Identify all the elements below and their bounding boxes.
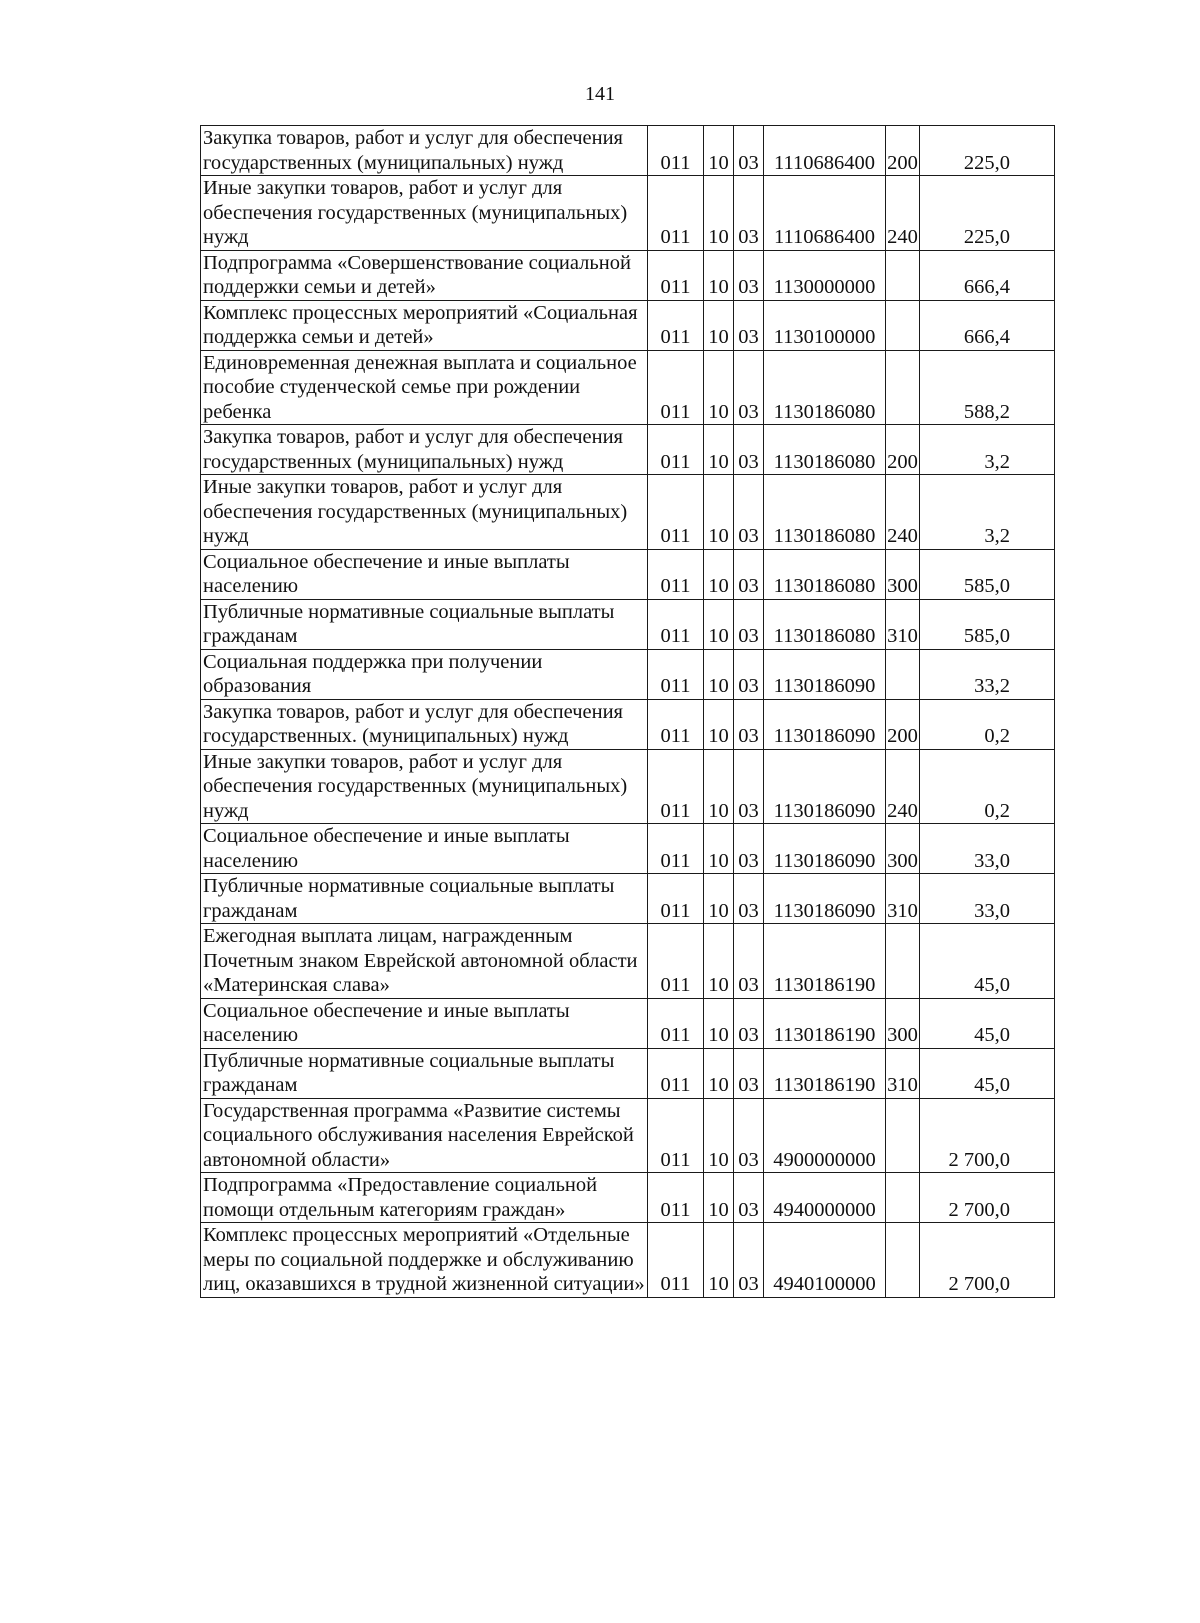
expense-type-code: 240 xyxy=(886,749,920,824)
ministry-code: 011 xyxy=(648,749,704,824)
row-name: Государственная программа «Развитие системы социального обслуживания населения Еврейской автономной области» xyxy=(201,1098,648,1173)
target-article-code: 1130186190 xyxy=(764,998,886,1048)
amount: 585,0 xyxy=(920,549,1055,599)
target-article-code: 4900000000 xyxy=(764,1098,886,1173)
table-row xyxy=(201,126,1055,176)
row-name: Иные закупки товаров, работ и услуг для обеспечения государственных (муниципальных) нужд xyxy=(201,749,648,824)
subsection-code: 03 xyxy=(734,1098,764,1173)
amount: 666,4 xyxy=(920,250,1055,300)
subsection-code: 03 xyxy=(734,425,764,475)
amount: 33,0 xyxy=(920,874,1055,924)
section-code: 10 xyxy=(704,599,734,649)
row-name: Ежегодная выплата лицам, награжденным Почетным знаком Еврейской автономной области «Материнская слава» xyxy=(201,924,648,999)
ministry-code: 011 xyxy=(648,250,704,300)
target-article-code: 1130186080 xyxy=(764,599,886,649)
ministry-code: 011 xyxy=(648,176,704,251)
table-row xyxy=(201,1048,1055,1098)
target-article-code: 1130186080 xyxy=(764,549,886,599)
table-row xyxy=(201,649,1055,699)
row-name: Закупка товаров, работ и услуг для обеспечения государственных (муниципальных) нужд xyxy=(201,425,648,475)
page-number: 141 xyxy=(585,83,615,105)
section-code: 10 xyxy=(704,1173,734,1223)
section-code: 10 xyxy=(704,1048,734,1098)
amount: 2 700,0 xyxy=(920,1173,1055,1223)
budget-table xyxy=(200,125,1055,1298)
ministry-code: 011 xyxy=(648,599,704,649)
amount: 3,2 xyxy=(920,475,1055,550)
row-name: Комплекс процессных мероприятий «Отдельные меры по социальной поддержке и обслуживанию лиц, оказавшихся в трудной жизненной ситуации» xyxy=(201,1223,648,1298)
target-article-code: 1130186190 xyxy=(764,1048,886,1098)
expense-type-code: 310 xyxy=(886,1048,920,1098)
expense-type-code xyxy=(886,1098,920,1173)
section-code: 10 xyxy=(704,250,734,300)
amount: 585,0 xyxy=(920,599,1055,649)
expense-type-code xyxy=(886,350,920,425)
table-row xyxy=(201,300,1055,350)
row-name: Иные закупки товаров, работ и услуг для обеспечения государственных (муниципальных) нужд xyxy=(201,176,648,251)
expense-type-code: 300 xyxy=(886,824,920,874)
section-code: 10 xyxy=(704,699,734,749)
subsection-code: 03 xyxy=(734,699,764,749)
subsection-code: 03 xyxy=(734,549,764,599)
row-name: Публичные нормативные социальные выплаты гражданам xyxy=(201,599,648,649)
subsection-code: 03 xyxy=(734,824,764,874)
ministry-code: 011 xyxy=(648,1173,704,1223)
amount: 2 700,0 xyxy=(920,1098,1055,1173)
target-article-code: 1110686400 xyxy=(764,176,886,251)
subsection-code: 03 xyxy=(734,649,764,699)
amount: 45,0 xyxy=(920,924,1055,999)
section-code: 10 xyxy=(704,874,734,924)
subsection-code: 03 xyxy=(734,300,764,350)
table-row xyxy=(201,1223,1055,1298)
target-article-code: 1130186090 xyxy=(764,824,886,874)
expense-type-code: 310 xyxy=(886,874,920,924)
row-name: Подпрограмма «Предоставление социальной помощи отдельным категориям граждан» xyxy=(201,1173,648,1223)
table-row xyxy=(201,824,1055,874)
section-code: 10 xyxy=(704,126,734,176)
section-code: 10 xyxy=(704,350,734,425)
table-row xyxy=(201,874,1055,924)
target-article-code: 1110686400 xyxy=(764,126,886,176)
table-row xyxy=(201,1173,1055,1223)
expense-type-code xyxy=(886,924,920,999)
table-row xyxy=(201,475,1055,550)
target-article-code: 4940100000 xyxy=(764,1223,886,1298)
table-row xyxy=(201,599,1055,649)
ministry-code: 011 xyxy=(648,824,704,874)
row-name: Социальное обеспечение и иные выплаты населению xyxy=(201,824,648,874)
table-row xyxy=(201,699,1055,749)
expense-type-code: 240 xyxy=(886,475,920,550)
section-code: 10 xyxy=(704,475,734,550)
table-row xyxy=(201,176,1055,251)
section-code: 10 xyxy=(704,1098,734,1173)
table-row xyxy=(201,998,1055,1048)
ministry-code: 011 xyxy=(648,1223,704,1298)
ministry-code: 011 xyxy=(648,300,704,350)
amount: 0,2 xyxy=(920,749,1055,824)
ministry-code: 011 xyxy=(648,649,704,699)
ministry-code: 011 xyxy=(648,699,704,749)
section-code: 10 xyxy=(704,549,734,599)
table-row xyxy=(201,549,1055,599)
expense-type-code xyxy=(886,250,920,300)
amount: 45,0 xyxy=(920,1048,1055,1098)
amount: 588,2 xyxy=(920,350,1055,425)
expense-type-code xyxy=(886,300,920,350)
section-code: 10 xyxy=(704,425,734,475)
expense-type-code: 200 xyxy=(886,425,920,475)
ministry-code: 011 xyxy=(648,874,704,924)
row-name: Публичные нормативные социальные выплаты гражданам xyxy=(201,1048,648,1098)
row-name: Социальное обеспечение и иные выплаты населению xyxy=(201,998,648,1048)
section-code: 10 xyxy=(704,1223,734,1298)
target-article-code: 1130186080 xyxy=(764,475,886,550)
row-name: Единовременная денежная выплата и социальное пособие студенческой семье при рождении ребенка xyxy=(201,350,648,425)
expense-type-code: 310 xyxy=(886,599,920,649)
section-code: 10 xyxy=(704,924,734,999)
table-row xyxy=(201,250,1055,300)
amount: 33,0 xyxy=(920,824,1055,874)
subsection-code: 03 xyxy=(734,1048,764,1098)
amount: 0,2 xyxy=(920,699,1055,749)
target-article-code: 1130186080 xyxy=(764,350,886,425)
target-article-code: 1130186080 xyxy=(764,425,886,475)
expense-type-code: 300 xyxy=(886,998,920,1048)
target-article-code: 1130100000 xyxy=(764,300,886,350)
expense-type-code: 300 xyxy=(886,549,920,599)
ministry-code: 011 xyxy=(648,924,704,999)
amount: 225,0 xyxy=(920,126,1055,176)
target-article-code: 1130000000 xyxy=(764,250,886,300)
amount: 3,2 xyxy=(920,425,1055,475)
expense-type-code xyxy=(886,649,920,699)
ministry-code: 011 xyxy=(648,126,704,176)
expense-type-code: 240 xyxy=(886,176,920,251)
table-row xyxy=(201,425,1055,475)
section-code: 10 xyxy=(704,176,734,251)
target-article-code: 1130186090 xyxy=(764,749,886,824)
section-code: 10 xyxy=(704,649,734,699)
ministry-code: 011 xyxy=(648,1098,704,1173)
row-name: Социальное обеспечение и иные выплаты населению xyxy=(201,549,648,599)
row-name: Иные закупки товаров, работ и услуг для обеспечения государственных (муниципальных) нужд xyxy=(201,475,648,550)
subsection-code: 03 xyxy=(734,1223,764,1298)
budget-table-body xyxy=(201,126,1055,1298)
subsection-code: 03 xyxy=(734,126,764,176)
table-row xyxy=(201,350,1055,425)
amount: 33,2 xyxy=(920,649,1055,699)
section-code: 10 xyxy=(704,824,734,874)
section-code: 10 xyxy=(704,998,734,1048)
expense-type-code xyxy=(886,1223,920,1298)
subsection-code: 03 xyxy=(734,250,764,300)
subsection-code: 03 xyxy=(734,599,764,649)
subsection-code: 03 xyxy=(734,924,764,999)
expense-type-code: 200 xyxy=(886,699,920,749)
target-article-code: 1130186090 xyxy=(764,874,886,924)
target-article-code: 4940000000 xyxy=(764,1173,886,1223)
table-row xyxy=(201,924,1055,999)
ministry-code: 011 xyxy=(648,549,704,599)
subsection-code: 03 xyxy=(734,998,764,1048)
ministry-code: 011 xyxy=(648,1048,704,1098)
ministry-code: 011 xyxy=(648,998,704,1048)
expense-type-code: 200 xyxy=(886,126,920,176)
subsection-code: 03 xyxy=(734,749,764,824)
table-row xyxy=(201,1098,1055,1173)
ministry-code: 011 xyxy=(648,475,704,550)
subsection-code: 03 xyxy=(734,475,764,550)
amount: 225,0 xyxy=(920,176,1055,251)
section-code: 10 xyxy=(704,749,734,824)
subsection-code: 03 xyxy=(734,176,764,251)
target-article-code: 1130186090 xyxy=(764,649,886,699)
row-name: Закупка товаров, работ и услуг для обеспечения государственных. (муниципальных) нужд xyxy=(201,699,648,749)
target-article-code: 1130186190 xyxy=(764,924,886,999)
row-name: Подпрограмма «Совершенствование социальной поддержки семьи и детей» xyxy=(201,250,648,300)
target-article-code: 1130186090 xyxy=(764,699,886,749)
amount: 45,0 xyxy=(920,998,1055,1048)
row-name: Комплекс процессных мероприятий «Социальная поддержка семьи и детей» xyxy=(201,300,648,350)
expense-type-code xyxy=(886,1173,920,1223)
subsection-code: 03 xyxy=(734,1173,764,1223)
row-name: Социальная поддержка при получении образования xyxy=(201,649,648,699)
table-row xyxy=(201,749,1055,824)
amount: 666,4 xyxy=(920,300,1055,350)
subsection-code: 03 xyxy=(734,874,764,924)
ministry-code: 011 xyxy=(648,350,704,425)
amount: 2 700,0 xyxy=(920,1223,1055,1298)
ministry-code: 011 xyxy=(648,425,704,475)
section-code: 10 xyxy=(704,300,734,350)
row-name: Публичные нормативные социальные выплаты гражданам xyxy=(201,874,648,924)
row-name: Закупка товаров, работ и услуг для обеспечения государственных (муниципальных) нужд xyxy=(201,126,648,176)
subsection-code: 03 xyxy=(734,350,764,425)
